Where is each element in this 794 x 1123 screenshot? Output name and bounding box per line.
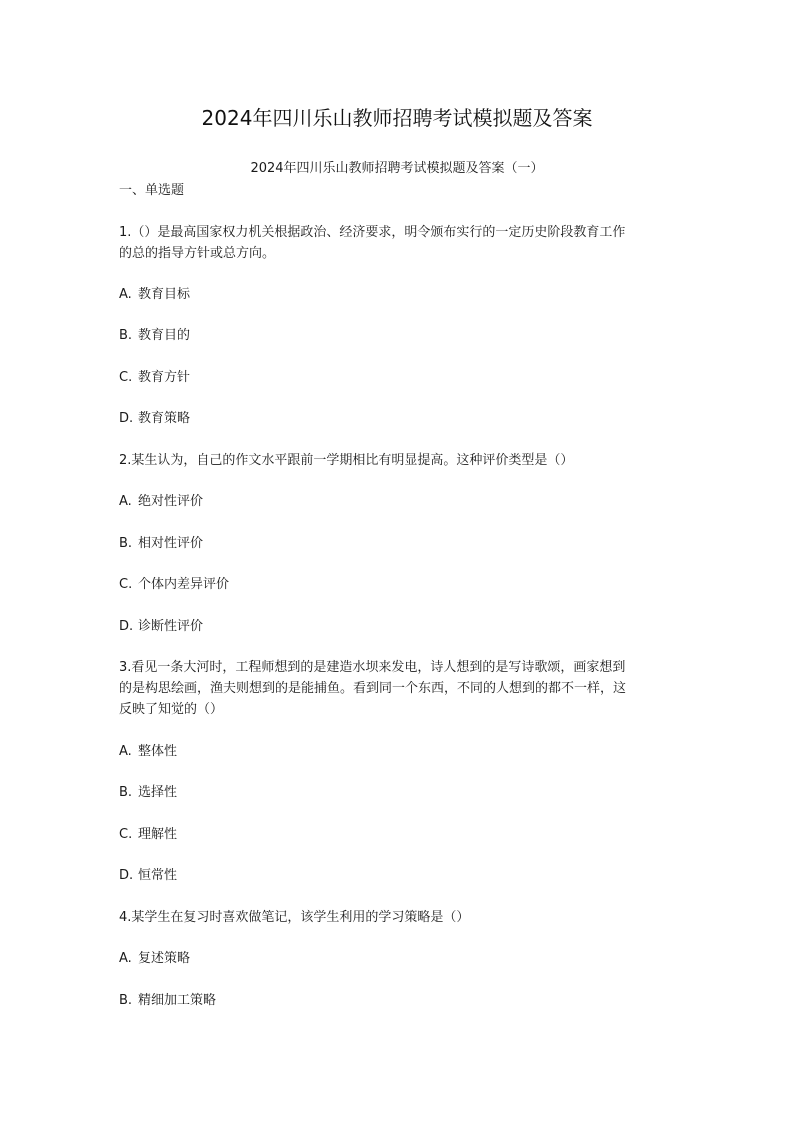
option-text: 理解性 bbox=[138, 827, 178, 842]
question-1-option-c bbox=[119, 367, 190, 388]
question-2-line-1: 2.某生认为，自己的作文水平跟前一学期相比有明显提高。这种评价类型是（） bbox=[119, 453, 574, 468]
option-letter: C. bbox=[119, 370, 133, 385]
option-text: 教育策略 bbox=[138, 411, 191, 426]
option-letter: B. bbox=[119, 785, 133, 800]
option-text: 整体性 bbox=[138, 744, 178, 759]
question-2-option-c bbox=[119, 574, 229, 595]
option-letter: D. bbox=[119, 411, 134, 426]
question-1-option-b bbox=[119, 325, 190, 346]
option-text: 诊断性评价 bbox=[138, 619, 204, 634]
option-letter: A. bbox=[119, 494, 132, 509]
question-3-option-c bbox=[119, 824, 177, 845]
option-letter: C. bbox=[119, 577, 133, 592]
document-title: 2024年四川乐山教师招聘考试模拟题及答案 bbox=[201, 106, 593, 130]
option-letter: D. bbox=[119, 868, 134, 883]
question-1-option-a bbox=[119, 284, 190, 305]
option-text: 复述策略 bbox=[138, 951, 191, 966]
option-text: 教育目标 bbox=[138, 287, 191, 302]
question-1-line-1: 1.（）是最高国家权力机关根据政治、经济要求，明令颁布实行的一定历史阶段教育工作 bbox=[119, 225, 626, 240]
option-letter: A. bbox=[119, 951, 132, 966]
option-text: 绝对性评价 bbox=[138, 494, 204, 509]
option-text: 个体内差异评价 bbox=[138, 577, 230, 592]
option-letter: B. bbox=[119, 328, 133, 343]
option-text: 恒常性 bbox=[138, 868, 178, 883]
question-1-line-2: 的总的指导方针或总方向。 bbox=[119, 246, 276, 261]
option-letter: A. bbox=[119, 744, 132, 759]
question-4-line-1: 4.某学生在复习时喜欢做笔记，该学生利用的学习策略是（） bbox=[119, 910, 470, 925]
question-1-option-d bbox=[119, 408, 190, 429]
question-4-option-b bbox=[119, 990, 216, 1011]
document-subtitle: 2024年四川乐山教师招聘考试模拟题及答案（一） bbox=[250, 161, 544, 176]
option-text: 精细加工策略 bbox=[138, 993, 217, 1008]
option-letter: A. bbox=[119, 287, 132, 302]
question-3-line-2: 的是构思绘画，渔夫则想到的是能捕鱼。看到同一个东西，不同的人想到的都不一样，这 bbox=[119, 681, 627, 696]
question-3-option-b bbox=[119, 782, 177, 803]
question-4-option-a bbox=[119, 948, 190, 969]
question-3-option-d bbox=[119, 865, 177, 886]
section-heading: 一、单选题 bbox=[119, 183, 185, 198]
option-text: 相对性评价 bbox=[138, 536, 204, 551]
question-3-line-3: 反映了知觉的（） bbox=[119, 702, 224, 717]
option-letter: B. bbox=[119, 536, 133, 551]
option-text: 教育方针 bbox=[138, 370, 191, 385]
option-text: 选择性 bbox=[138, 785, 178, 800]
question-2-option-d bbox=[119, 616, 203, 637]
option-text: 教育目的 bbox=[138, 328, 191, 343]
option-letter: B. bbox=[119, 993, 133, 1008]
option-letter: D. bbox=[119, 619, 134, 634]
question-3-line-1: 3.看见一条大河时，工程师想到的是建造水坝来发电，诗人想到的是写诗歌颂，画家想到 bbox=[119, 660, 626, 675]
question-2-option-a bbox=[119, 491, 203, 512]
option-letter: C. bbox=[119, 827, 133, 842]
question-3-option-a bbox=[119, 741, 177, 762]
question-2-option-b bbox=[119, 533, 203, 554]
